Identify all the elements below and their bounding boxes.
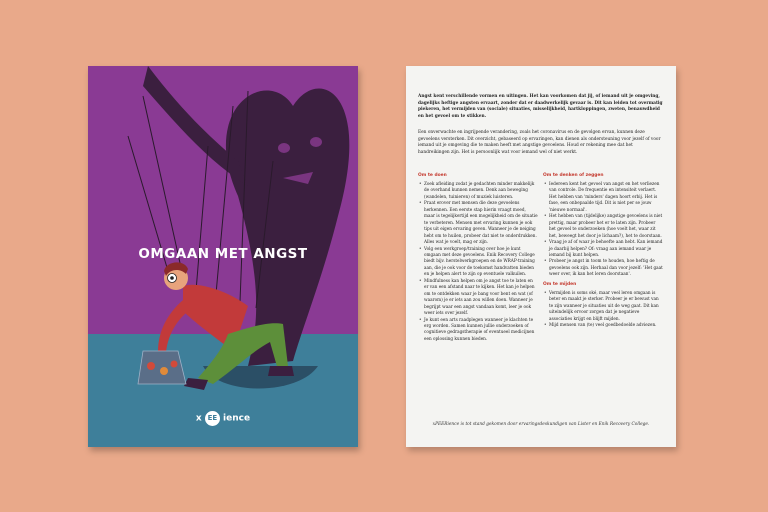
column-to-do xyxy=(418,173,538,346)
footer-credit: xPEERience is tot stand gekomen door ervaringsdeskundigen van Lister en Enik Recovery College. xyxy=(432,422,650,427)
flyer-back-page xyxy=(406,66,676,447)
shadow-monster-icon xyxy=(226,88,349,366)
list-item: • Zoek afleiding zodat je gedachten minder makkelijk de overhand kunnen nemen. Denk aan beweging (wandelen, tuinieren) of muziek luisteren. xyxy=(424,181,538,200)
heading-to-think: Om te denken of zeggen xyxy=(543,173,604,178)
intro-paragraph: Een onverwachte en ingrijpende verandering, zoals het coronavirus en de gevolgen ervan, kunnen deze gevoelens versterken. Dit overzicht, gebaseerd op ervaringen, kan dienen als ondersteuning voor jezelf of voor iemand uit je omgeving die te maken heeft met angstige gevoelens. Houd er rekening mee dat het handreikingen zijn. Het is persoonlijk wat voor iemand wel of niet werkt. xyxy=(418,130,661,155)
list-item: • Je kunt een arts raadplegen wanneer je klachten te erg worden. Samen kunnen jullie onderzoeken of cognitieve gedragstherapie of eventueel medicijnen een oplossing kunnen bieden. xyxy=(424,317,538,343)
xpeerience-logo: x EE ience xyxy=(88,411,358,426)
list-item: • Praat erover met mensen die deze gevoelens herkennen. Een eerste stap hierin vraagt moed, maar is tegelijkertijd een mogelijkheid om de situatie te verbeteren. Mensen met ervaring kunnen je ook tips uit eigen ervaring geven. Wanneer je de neiging hebt om te huilen, probeer dat niet te onderdrukken. Alles wat je voelt, mag er zijn. xyxy=(424,200,538,245)
list-item: • Volg een werkgroep/training over hoe je kunt omgaan met deze gevoelens. Enik Recovery College biedt bijv. herstelwerkgroepen en de WRAP-training aan, die je ook voor de toekomst handvatten bieden en je helpen alert te zijn op eventuele valkuilen. xyxy=(424,246,538,278)
list-item: • Vermijden is soms oké, maar veel leren omgaan is beter en maakt je sterker. Probeer je er bewust van te zijn wanneer je situaties uit de weg gaat. Dit kan uiteindelijk ervoor zorgen dat je negatieve associaties krijgt en blijft mijden. xyxy=(549,290,663,322)
list-item: • Probeer je angst in toom te houden, hoe heftig de gevoelens ook zijn. Herhaal dan voor jezelf: 'Het gaat weer over, ik kan het leren doorstaan'. xyxy=(549,258,663,277)
list-item: • Vraag je af of waar je behoefte aan hebt. Kan iemand je daarbij helpen? Of: vraag aan iemand waar je iemand bij kunt helpen. xyxy=(549,239,663,258)
heading-to-do: Om te doen xyxy=(418,173,447,178)
intro-bold-paragraph: Angst kent verschillende vormen en uitingen. Het kan voorkomen dat jij, of iemand uit je omgeving, dagelijks heftige angsten ervaart, zonder dat er daadwerkelijk gevaar is. Dit kan leiden tot overmatig piekeren, het vermijden van (sociale) situaties, misselijkheid, hartkloppingen, zweten, benauwdheid en het gevoel om te stikken. xyxy=(418,94,663,119)
list-item: • Mindfulness kan helpen om je angst toe te laten en er van een afstand naar te kijken. Het kan je helpen om te ontdekken waar je bang voor bent en wat (of waarom) je er iets aan zou willen doen. Wanneer je begrijpt waar een angst vandaan komt, leer je ook weer iets over jezelf. xyxy=(424,278,538,317)
cover-title: OMGAAN MET ANGST xyxy=(138,246,308,262)
logo-mark: EE xyxy=(205,411,220,426)
mesh-bag-icon xyxy=(138,351,186,384)
column-to-think xyxy=(543,173,663,333)
list-item: • Iedereen kent het gevoel van angst en het verliezen van controle. De frequentie en intensiteit verlaert. Het hebben van 'minders' dagen hoort erbij. Het is fase, een onbepaalde tijd. Dit is niet per se jouw 'nieuwe normaal'. xyxy=(549,181,663,213)
heading-to-avoid: Om te mijden xyxy=(543,281,577,287)
flyer-front-cover xyxy=(88,66,358,447)
list-item: • Het hebben van (tijdelijke) angstige gevoelens is niet prettig, maar probeer het er te laten zijn. Probeer het gevoel te onderzoeken (hoe voelt het, waar zit het, beweegt het door je lichaam?), het te doorstaan. xyxy=(549,213,663,239)
list-item: • Mijd mensen van (te) veel goedbedoelde adviezen. xyxy=(549,322,663,328)
figure-arm-icon xyxy=(158,296,196,352)
